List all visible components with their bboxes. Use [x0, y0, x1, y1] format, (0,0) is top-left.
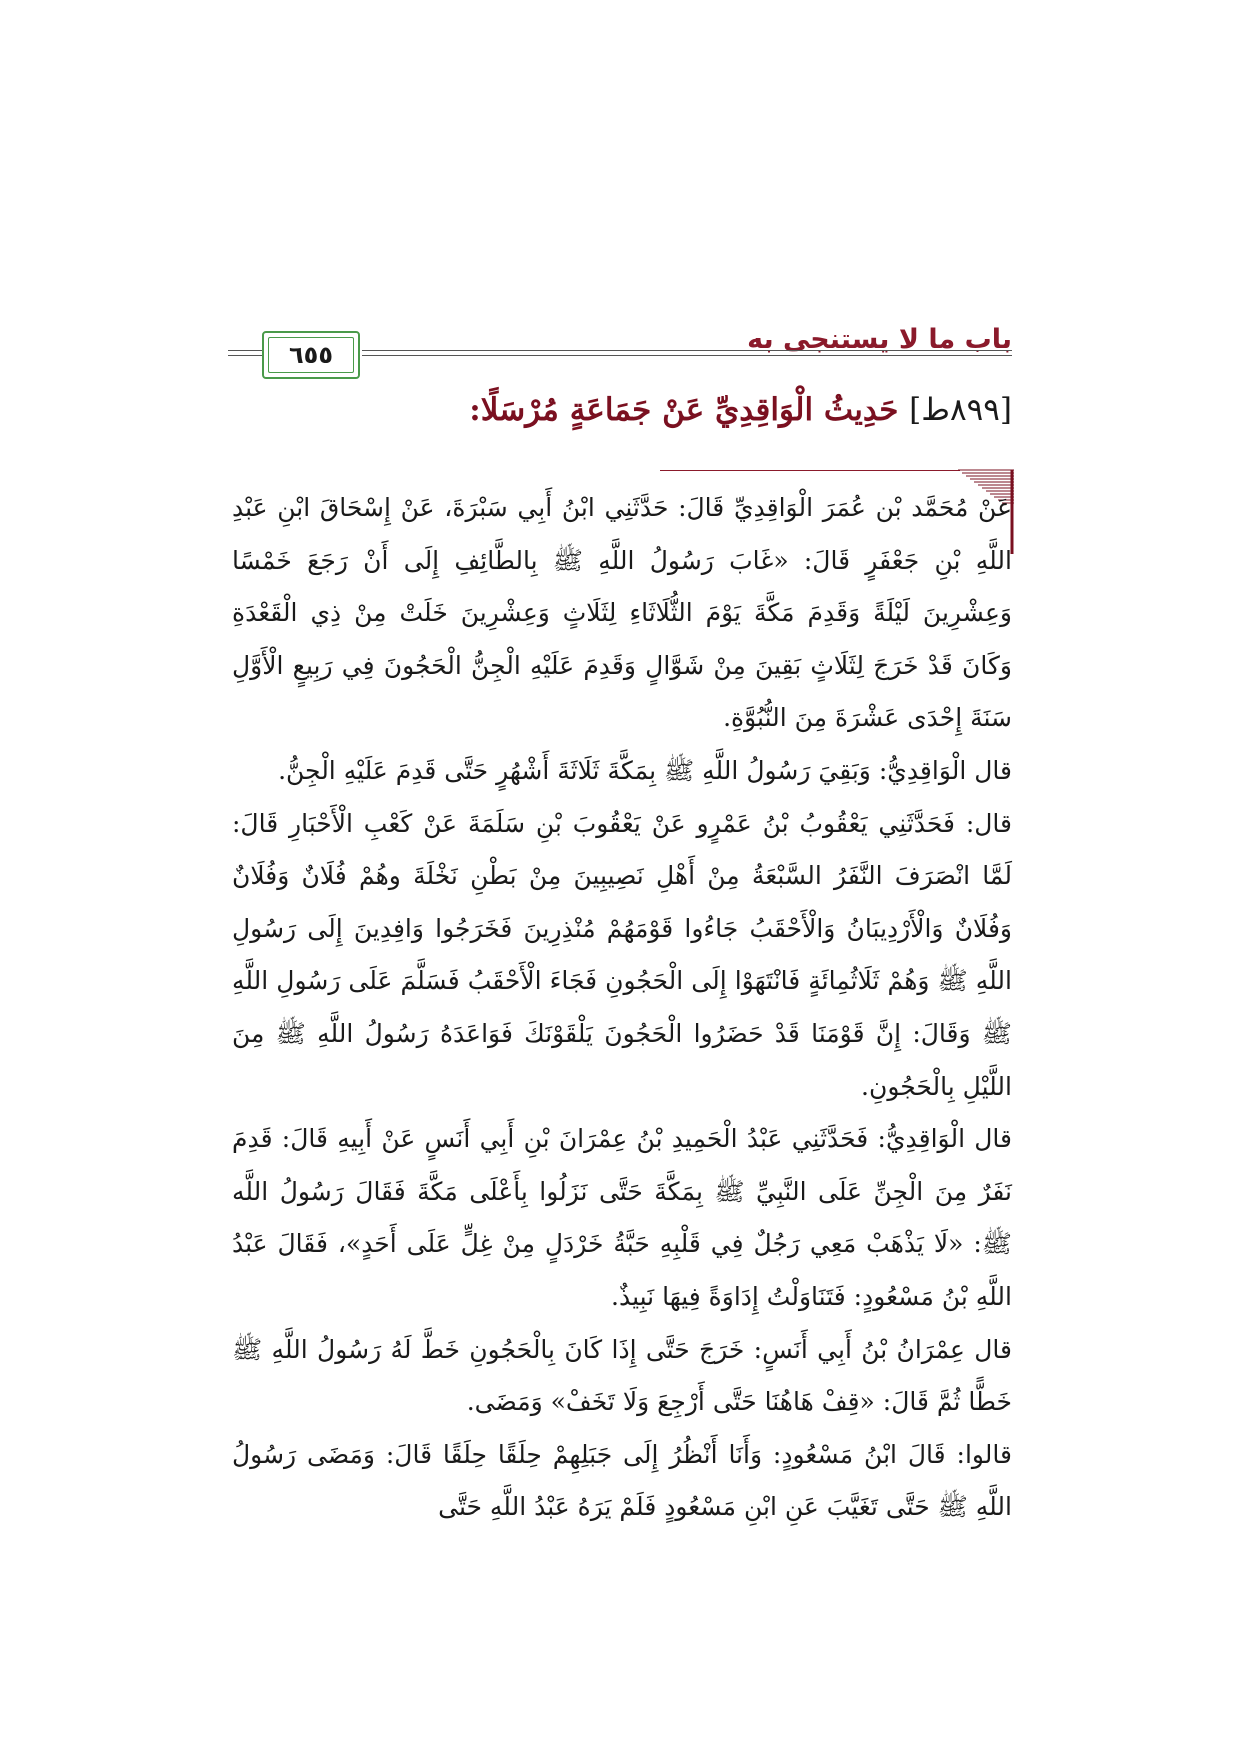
section-number: [٨٩٩ط]	[909, 392, 1012, 428]
page-number-badge	[262, 331, 360, 379]
header-rule-right	[362, 350, 1012, 356]
paragraph: قالوا: قَالَ ابْنُ مَسْعُودٍ: وَأَنَا أَنْظُرُ إِلَى جَبَلِهِمْ حِلَقًا حِلَقًا قَالَ: وَمَضَى رَسُولُ اللَّهِ ﷺ حَتَّى تَغَيَّبَ عَنِ ابْنِ مَسْعُودٍ فَلَمْ يَرَهُ عَبْدُ اللَّهِ حَتَّى	[232, 1439, 1012, 1522]
body-text	[232, 482, 1012, 1534]
heading-underline	[660, 470, 960, 471]
section-heading	[469, 392, 1012, 428]
running-header-title: باب ما لا يستنجى به	[747, 324, 1012, 355]
paragraph: عَنْ مُحَمَّد بْن عُمَرَ الْوَاقِدِيِّ قَالَ: حَدَّثَنِي ابْنُ أَبِي سَبْرَةَ، عَنْ إِسْحَاقَ ابْنِ عَبْدِ اللَّهِ بْنِ جَعْفَرٍ قَالَ: «غَابَ رَسُولُ اللَّهِ ﷺ بِالطَّائِفِ إِلَى أَنْ رَجَعَ خَمْسًا وَعِشْرِينَ لَيْلَةً وَقَدِمَ مَكَّةَ يَوْمَ الثُّلَاثَاءِ لِثَلَاثٍ وَعِشْرِينَ خَلَتْ مِنْ ذِي الْقَعْدَةِ وَكَانَ قَدْ خَرَجَ لِثَلَاثٍ بَقِينَ مِنْ شَوَّالٍ وَقَدِمَ عَلَيْهِ الْجِنُّ الْحَجُونَ فِي رَبِيعٍ الْأَوَّلِ سَنَةَ إِحْدَى عَشْرَةَ مِنَ النُّبُوَّةِ.	[232, 493, 1012, 733]
paragraph: قال عِمْرَانُ بْنُ أَبِي أَنَسٍ: خَرَجَ حَتَّى إِذَا كَانَ بِالْحَجُونِ خَطَّ لَهُ رَسُولُ اللَّهِ ﷺ خَطًّا ثُمَّ قَالَ: «قِفْ هَاهُنَا حَتَّى أَرْجِعَ وَلَا تَخَفْ» وَمَضَى.	[232, 1334, 1012, 1417]
page-number: ٦٥٥	[289, 341, 333, 369]
section-title: حَدِيثُ الْوَاقِدِيِّ عَنْ جَمَاعَةٍ مُرْسَلًا:	[469, 392, 899, 428]
paragraph: قال الْوَاقِدِيُّ: وَبَقِيَ رَسُولُ اللَّهِ ﷺ بِمَكَّةَ ثَلَاثَةَ أَشْهُرٍ حَتَّى قَدِمَ عَلَيْهِ الْجِنُّ.	[278, 755, 1012, 785]
header-rule-left	[228, 350, 262, 356]
paragraph: قال الْوَاقِدِيُّ: فَحَدَّثَنِي عَبْدُ الْحَمِيدِ بْنُ عِمْرَانَ بْنِ أَبِي أَنَسٍ عَنْ أَبِيهِ قَالَ: قَدِمَ نَفَرٌ مِنَ الْجِنِّ عَلَى النَّبِيِّ ﷺ بِمَكَّةَ حَتَّى نَزَلُوا بِأَعْلَى مَكَّةَ فَقَالَ رَسُولُ اللَّه ﷺ: «لَا يَذْهَبْ مَعِي رَجُلٌ فِي قَلْبِهِ حَبَّةُ خَرْدَلٍ مِنْ غِلٍّ عَلَى أَحَدٍ»، فَقَالَ عَبْدُ اللَّهِ بْنُ مَسْعُودٍ: فَتَنَاوَلْتُ إِدَاوَةً فِيهَا نَبِيذٌ.	[232, 1124, 1012, 1311]
paragraph: قال: فَحَدَّثَنِي يَعْقُوبُ بْنُ عَمْرٍو عَنْ يَعْقُوبَ بْنِ سَلَمَةَ عَنْ كَعْبِ الْأَحْبَارِ قَالَ: لَمَّا انْصَرَفَ النَّفَرُ السَّبْعَةُ مِنْ أَهْلِ نَصِيبِينَ مِنْ بَطْنِ نَخْلَةَ وهُمْ فُلَانٌ وَفُلَانٌ وَفُلَانٌ وَالْأَرْدِيبَانُ وَالْأَحْقَبُ جَاءُوا قَوْمَهُمْ مُنْذِرِينَ فَخَرَجُوا وَافِدِينَ إِلَى رَسُولِ اللَّهِ ﷺ وَهُمْ ثَلَاثُمِائَةٍ فَانْتَهَوْا إِلَى الْحَجُونِ فَجَاءَ الْأَحْقَبُ فَسَلَّمَ عَلَى رَسُولِ اللَّهِ ﷺ وَقَالَ: إِنَّ قَوْمَنَا قَدْ حَضَرُوا الْحَجُونَ يَلْقَوْنَكَ فَوَاعَدَهُ رَسُولُ اللَّهِ ﷺ مِنَ اللَّيْلِ بِالْحَجُونِ.	[232, 808, 1012, 1101]
